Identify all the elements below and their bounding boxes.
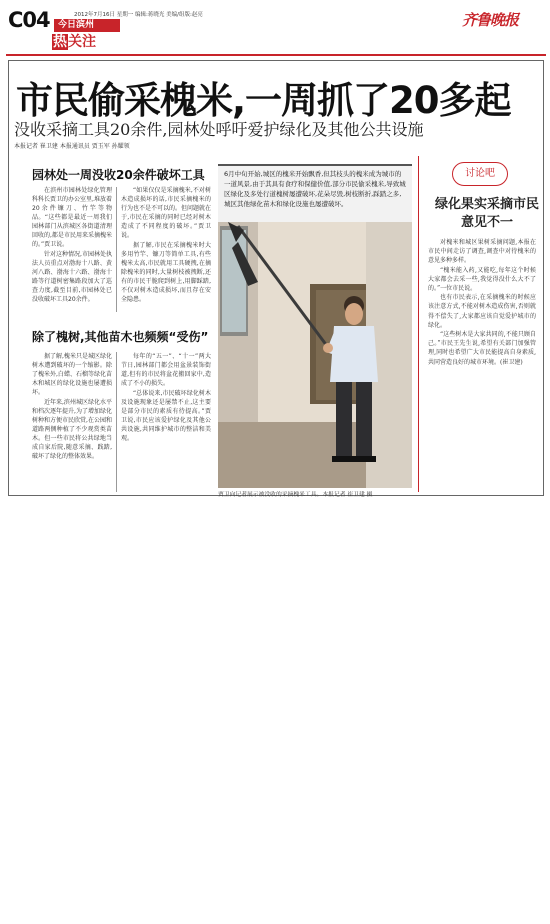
section-title-em: 热 <box>53 34 67 50</box>
comment-badge: 讨论吧 <box>452 162 508 186</box>
photo-caption: 贾卫向记者展示被没收的采摘槐米工具。本报记者 崔卫建 摄 <box>218 492 373 498</box>
section2-col1 <box>32 352 112 462</box>
byline: 本报记者 崔卫建 本报通讯员 贾玉军 孙耀领 <box>14 143 130 150</box>
lead-box: 6月中旬开始,城区的槐米开始飘香,但其枝头的槐米成为城市的一道风景,由于其具有食疗和保健价值,部分市民偷采槐米,导致城区绿化及多处行道槐树屡遭破坏,花朵尽毁,树枝断折,踩踏之多,城区其他绿化苗木和绿化设施也屡遭破坏。 <box>218 164 412 222</box>
paragraph: 近年来,滨州城区绿化水平和档次逐年提升,为了增加绿化树种和方便市民欣赏,在公园和道路两侧种植了不少观赏类苗木。但一些市民将公共绿地当成自家后院,随意采摘、践踏,破坏了绿化的整体效果。 <box>32 399 112 460</box>
paragraph: “总体说来,市民破坏绿化树木及设施现象还是屡禁不止,这主要是部分市民的素质有待提高。”贾卫说,市民应该爱护绿化及其他公共设施,共同维护城市的整洁和美观。 <box>121 390 211 442</box>
comment-paragraph: 对槐米和城区果树采摘问题,本报在市民中间走访了调查,调查中对待槐米的意见多种多样。 <box>428 239 536 265</box>
section-title <box>52 31 96 51</box>
section1-col2 <box>121 186 211 305</box>
comment-title: 绿化果实采摘市民意见不一 <box>434 197 539 230</box>
article-photo <box>218 222 412 488</box>
column-divider-comment <box>418 156 419 492</box>
header-rule <box>6 54 546 56</box>
paragraph: 针对这种情况,市园林处执法人员重点对渤海十八路、黄河八路、渤海十六路、渤海十路等行道树密集路段加大了巡查力度,截至目前,市园林处已没收破坏工具20余件。 <box>32 251 112 303</box>
headline: 市民偷采槐米,一周抓了20多起 <box>16 79 511 122</box>
section1-col1 <box>32 186 112 305</box>
section2-title: 除了槐树,其他苗木也频频“受伤” <box>32 330 209 344</box>
paragraph: 每年的“五一”、“十一”两大节日,园林部门都会用盆景装饰街道,但有的市民将盆花搬回家中,造成了不小的损失。 <box>121 353 211 387</box>
comment-paragraph: “这些树木是大家共同的,不能只顾自己。”市民王先生说,希望有关部门加强管理,同时也希望广大市民能提高自身素质,共同营造良好的城市环境。(崔卫建) <box>428 331 536 366</box>
paragraph: “如果仅仅是采摘槐米,不对树木造成损坏的话,市民采摘槐米的行为也不是不可以的。但问题就在于,市民在采摘的同时已经对树木造成了不同程度的破坏。”贾卫说。 <box>121 187 212 239</box>
comment-paragraph: 也有市民表示,在采摘槐米的时候应该注意方式,不能对树木造成伤害,否则就得不偿失了,大家都应该自觉爱护城市的绿化。 <box>428 294 536 329</box>
subheadline: 没收采摘工具20余件,园林处呼吁爱护绿化及其他公共设施 <box>14 120 424 139</box>
column-divider <box>116 352 117 492</box>
section1-title: 园林处一周没收20余件破坏工具 <box>32 168 205 182</box>
issue-info: 2012年7月16日 星期一 编辑:蒋晓光 美编/组版:赵亮 <box>74 12 203 18</box>
comment-body <box>428 238 536 367</box>
edition-tag: 今日滨州 <box>54 19 120 32</box>
paragraph: 在滨州市园林处绿化管理科科长贾卫的办公室里,堆放着20余件镰刀、竹竿等物品。“这些都是最近一周我们园林部门从滨城区各街道清理回收的,都是市民用来采摘槐米的。”贾卫说。 <box>32 187 112 248</box>
column-divider <box>116 187 117 312</box>
paragraph: 据了解,市民在采摘槐米时大多用竹竿、镰刀等简单工具,有些槐米太高,市民就用工具硬拽,在摘除槐米的同时,大量树枝被拽断,还有的市民干脆爬到树上,用脚踩踏,不仅对树木造成损坏,而且存在安全隐患。 <box>121 242 211 303</box>
section2-col2 <box>121 352 211 444</box>
photo-image <box>218 222 412 488</box>
page-code: C04 <box>8 8 50 32</box>
paragraph: 据了解,槐米只是城区绿化树木遭到破坏的一个缩影。除了槐米外,白蜡、石榴等绿化苗木和城区的绿化设施也屡遭损坏。 <box>32 353 112 396</box>
comment-paragraph: “槐米能入药,又能吃,每年这个时候大家都会去采一些,我觉得没什么大不了的。”一位市民说。 <box>428 266 536 293</box>
section-title-rest: 关注 <box>68 34 96 50</box>
masthead-logo: 齐鲁晚报 <box>462 11 519 29</box>
